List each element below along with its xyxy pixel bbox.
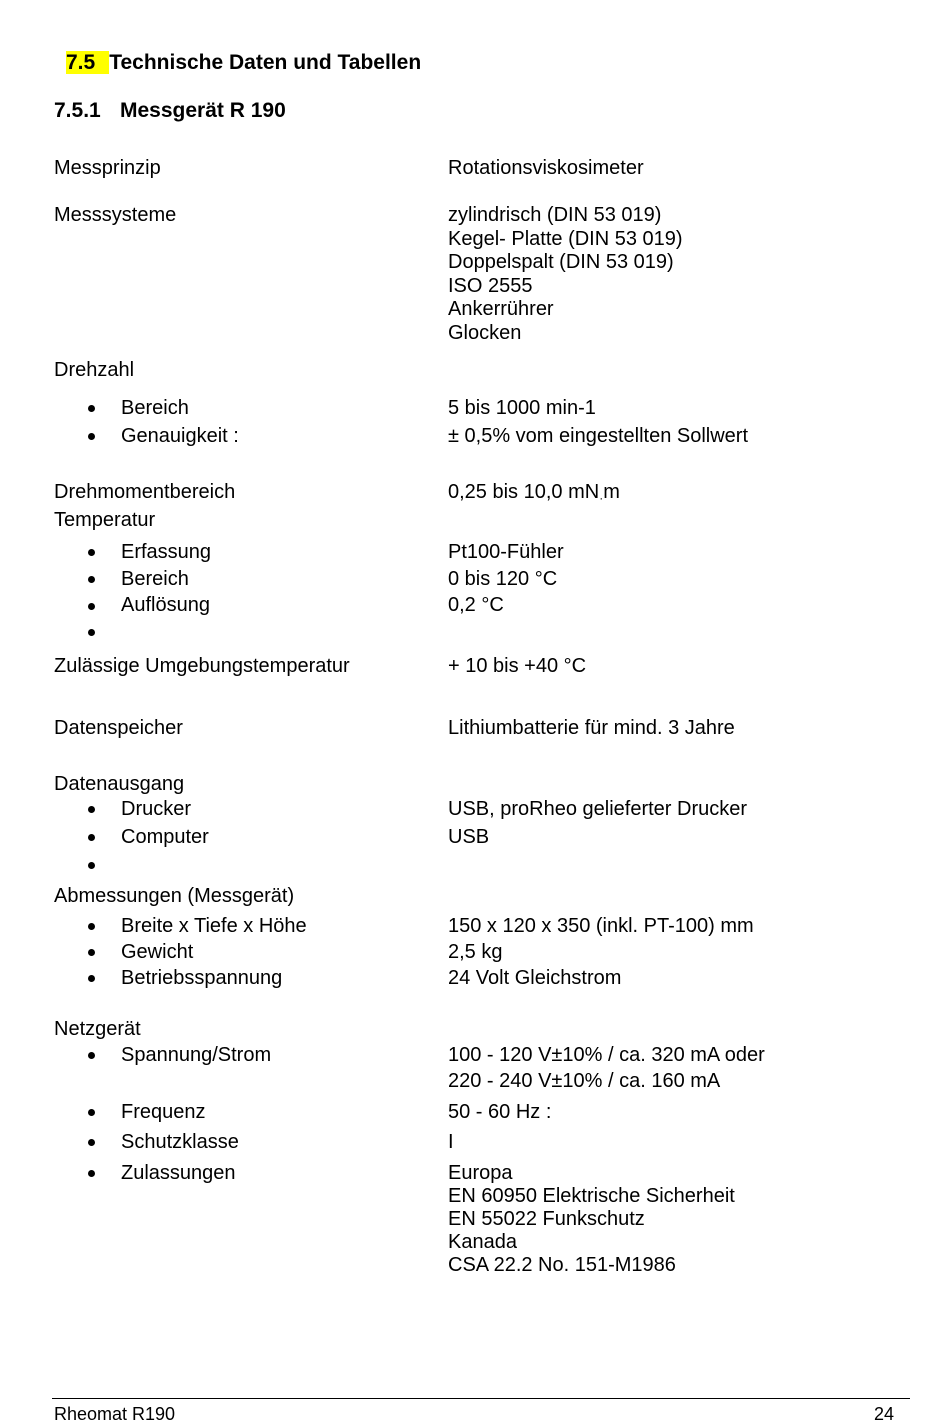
value-spannung-strom-2: 220 - 240 V±10% / ca. 160 mA — [448, 1070, 721, 1092]
messsystem-item: Kegel- Platte (DIN 53 019) — [448, 227, 683, 250]
bullet-icon — [88, 949, 95, 956]
bullet-icon — [88, 629, 95, 636]
value-computer: USB — [448, 826, 490, 848]
label-messsysteme: Messsysteme — [54, 204, 177, 226]
label-betriebsspannung: Betriebsspannung — [121, 967, 283, 989]
zulassung-item: EN 55022 Funkschutz — [448, 1208, 645, 1230]
bullet-icon — [88, 975, 95, 982]
drehmoment-value-text: 0,25 bis 10,0 mN — [448, 481, 600, 503]
label-zulassungen: Zulassungen — [121, 1162, 236, 1184]
value-drehzahl-bereich: 5 bis 1000 min-1 — [448, 397, 596, 419]
bullet-icon — [88, 1052, 95, 1059]
label-netzgeraet: Netzgerät — [54, 1018, 141, 1040]
zulassung-item: Europa — [448, 1162, 513, 1184]
label-computer: Computer — [121, 826, 209, 848]
multiplication-dot: · — [599, 491, 604, 505]
value-messsysteme — [448, 204, 683, 345]
section-number: 7.5 — [66, 51, 109, 74]
bullet-icon — [88, 834, 95, 841]
messsystem-item: Doppelspalt (DIN 53 019) — [448, 251, 674, 273]
value-drucker: USB, proRheo gelieferter Drucker — [448, 798, 748, 820]
label-temperatur-bereich: Bereich — [121, 568, 189, 590]
label-gewicht: Gewicht — [121, 941, 194, 963]
value-schutzklasse: I — [448, 1131, 454, 1153]
messsystem-item: Ankerrührer — [448, 298, 554, 320]
value-erfassung: Pt100-Fühler — [448, 541, 564, 563]
subsection-title: Messgerät R 190 — [120, 99, 286, 122]
value-aufloesung: 0,2 °C — [448, 594, 504, 616]
label-drehmomentbereich: Drehmomentbereich — [54, 481, 236, 503]
value-messprinzip: Rotationsviskosimeter — [448, 157, 644, 179]
bullet-icon — [88, 433, 95, 440]
section-heading — [66, 51, 421, 74]
drehmoment-unit: m — [603, 481, 620, 503]
value-betriebsspannung: 24 Volt Gleichstrom — [448, 967, 622, 989]
value-genauigkeit: ± 0,5% vom eingestellten Sollwert — [448, 425, 749, 447]
subsection-heading — [54, 99, 286, 122]
label-spannung-strom: Spannung/Strom — [121, 1044, 272, 1066]
label-genauigkeit: Genauigkeit : — [121, 425, 239, 447]
label-bth: Breite x Tiefe x Höhe — [121, 915, 307, 937]
subsection-number: 7.5.1 — [54, 99, 101, 122]
bullet-icon — [88, 862, 95, 869]
label-umgebungstemperatur: Zulässige Umgebungstemperatur — [54, 655, 350, 677]
label-temperatur: Temperatur — [54, 509, 156, 531]
value-drehmomentbereich — [448, 481, 620, 506]
bullet-icon — [88, 923, 95, 930]
messsystem-item: ISO 2555 — [448, 274, 533, 297]
bullet-icon — [88, 1109, 95, 1116]
label-drehzahl: Drehzahl — [54, 359, 135, 381]
zulassung-item: CSA 22.2 No. 151-M1986 — [448, 1254, 676, 1276]
value-zulassungen — [448, 1162, 735, 1277]
value-umgebungstemperatur: + 10 bis +40 °C — [448, 655, 587, 677]
bullet-icon — [88, 576, 95, 583]
value-gewicht: 2,5 kg — [448, 941, 503, 963]
zulassung-item: EN 60950 Elektrische Sicherheit — [448, 1185, 735, 1207]
bullet-icon — [88, 549, 95, 556]
messsystem-item: zylindrisch (DIN 53 019) — [448, 204, 662, 226]
bullet-icon — [88, 1170, 95, 1177]
label-schutzklasse: Schutzklasse — [121, 1131, 239, 1153]
bullet-icon — [88, 603, 95, 610]
value-spannung-strom-1: 100 - 120 V±10% / ca. 320 mA oder — [448, 1044, 765, 1066]
footer-page-number: 24 — [874, 1404, 895, 1424]
label-erfassung: Erfassung — [121, 541, 212, 563]
bullet-icon — [88, 405, 95, 412]
label-abmessungen: Abmessungen (Messgerät) — [54, 885, 295, 907]
value-frequenz: 50 - 60 Hz : — [448, 1101, 552, 1123]
footer-product: Rheomat R190 — [54, 1404, 176, 1424]
bullet-icon — [88, 1139, 95, 1146]
label-drucker: Drucker — [121, 798, 192, 820]
label-drehzahl-bereich: Bereich — [121, 397, 189, 419]
value-temperatur-bereich: 0 bis 120 °C — [448, 568, 558, 590]
footer-divider — [52, 1398, 910, 1399]
value-bth: 150 x 120 x 350 (inkl. PT-100) mm — [448, 915, 754, 937]
label-aufloesung: Auflösung — [121, 594, 210, 616]
bullet-icon — [88, 806, 95, 813]
messsystem-item: Glocken — [448, 321, 522, 344]
label-datenspeicher: Datenspeicher — [54, 717, 183, 739]
value-datenspeicher: Lithiumbatterie für mind. 3 Jahre — [448, 717, 735, 739]
section-title: Technische Daten und Tabellen — [109, 51, 422, 74]
label-datenausgang: Datenausgang — [54, 773, 185, 795]
label-messprinzip: Messprinzip — [54, 157, 161, 179]
label-frequenz: Frequenz — [121, 1101, 206, 1123]
zulassung-item: Kanada — [448, 1231, 517, 1253]
